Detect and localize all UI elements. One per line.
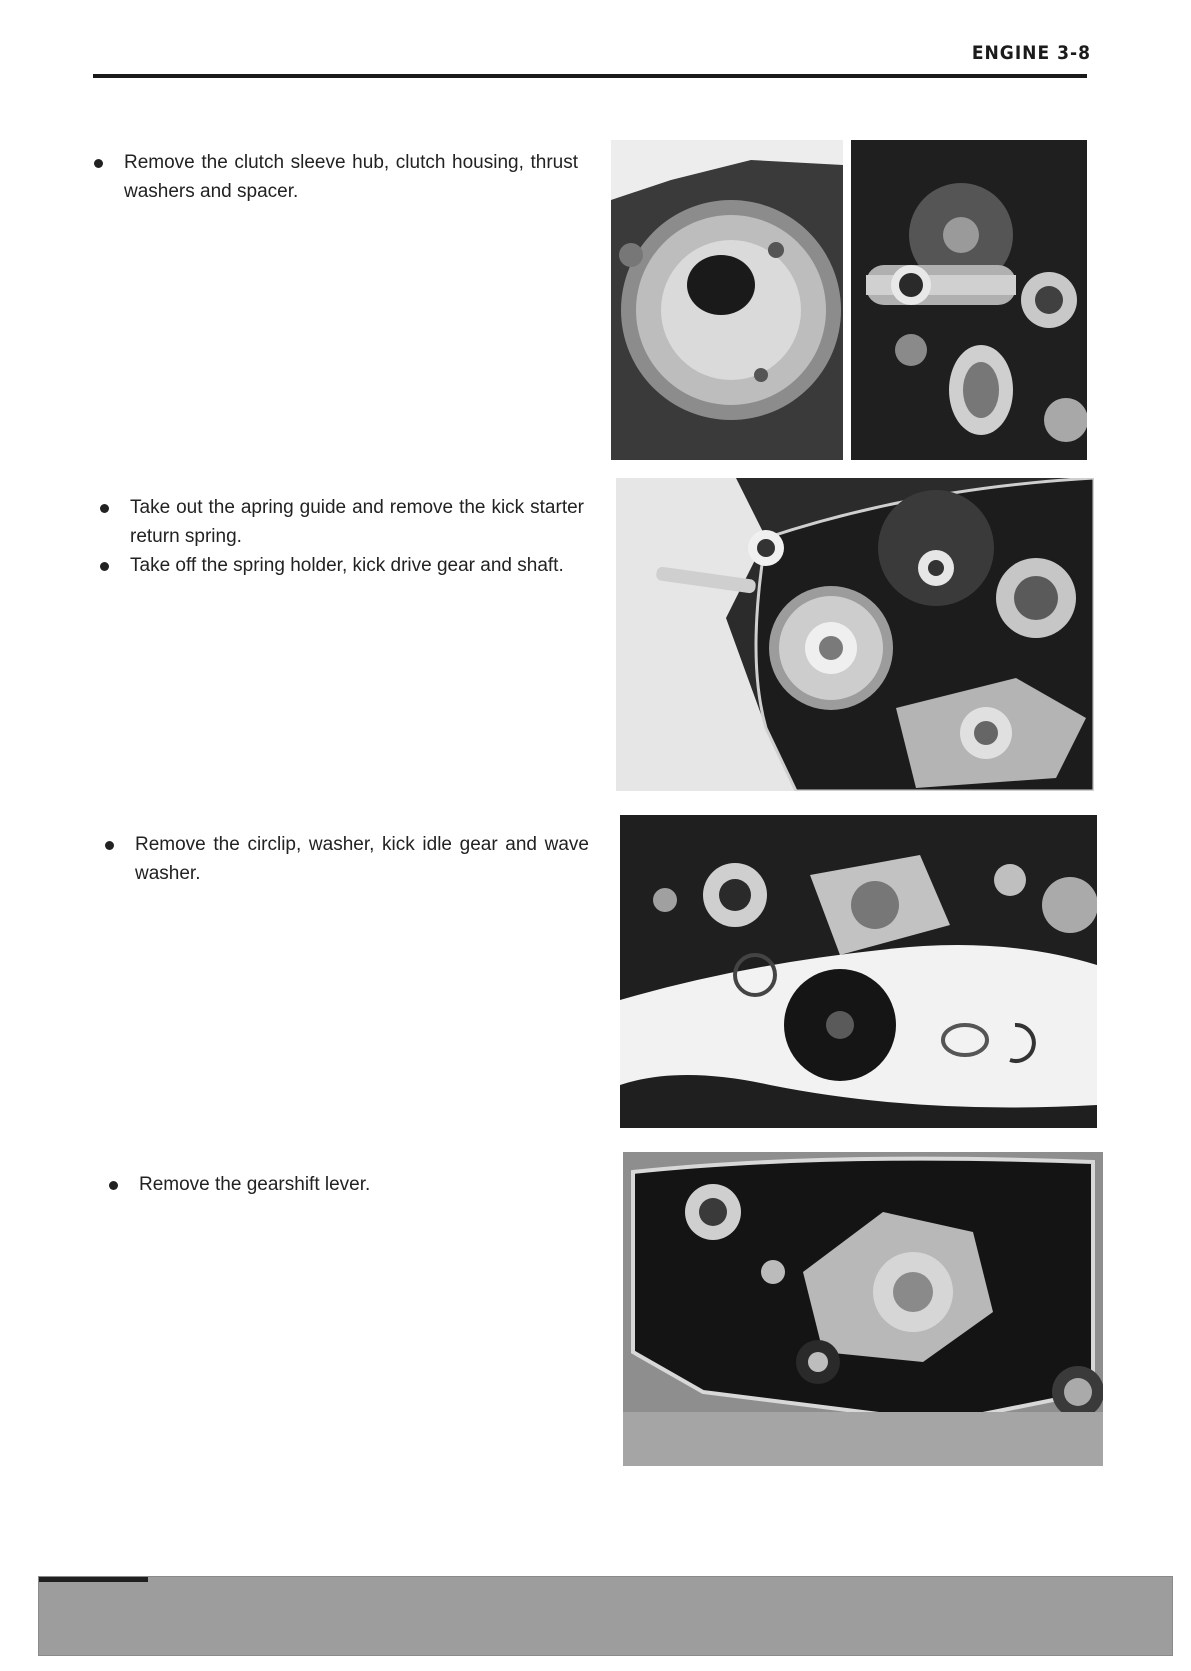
bullet-icon	[100, 562, 109, 571]
kick-starter-spring-photo	[616, 478, 1094, 791]
step-3	[103, 830, 589, 888]
step-text: Take off the spring holder, kick drive gear and shaft.	[130, 555, 564, 576]
step-text: Remove the circlip, washer, kick idle gear and wave washer.	[135, 834, 589, 884]
step-1	[92, 148, 578, 206]
page-header-label: ENGINE 3-8	[971, 42, 1091, 64]
bullet-icon	[105, 841, 114, 850]
step-2-item-1	[98, 493, 584, 551]
bullet-icon	[94, 159, 103, 168]
bullet-icon	[109, 1181, 118, 1190]
step-2	[98, 493, 584, 580]
step-2-item-2	[98, 551, 584, 580]
step-text: Take out the apring guide and remove the kick starter return spring.	[130, 497, 584, 547]
bullet-icon	[100, 504, 109, 513]
step-3-item-1	[103, 830, 589, 888]
footer-band	[38, 1576, 1173, 1656]
gearshift-lever-photo	[623, 1152, 1103, 1466]
step-4-item-1	[107, 1170, 593, 1199]
clutch-housing-removal-photo	[611, 140, 1087, 460]
header-rule	[93, 74, 1087, 78]
kick-idle-gear-photo	[620, 815, 1097, 1128]
step-text: Remove the clutch sleeve hub, clutch housing, thrust washers and spacer.	[124, 152, 578, 202]
step-text: Remove the gearshift lever.	[139, 1174, 371, 1195]
step-1-item-1	[92, 148, 578, 206]
step-4	[107, 1170, 593, 1199]
